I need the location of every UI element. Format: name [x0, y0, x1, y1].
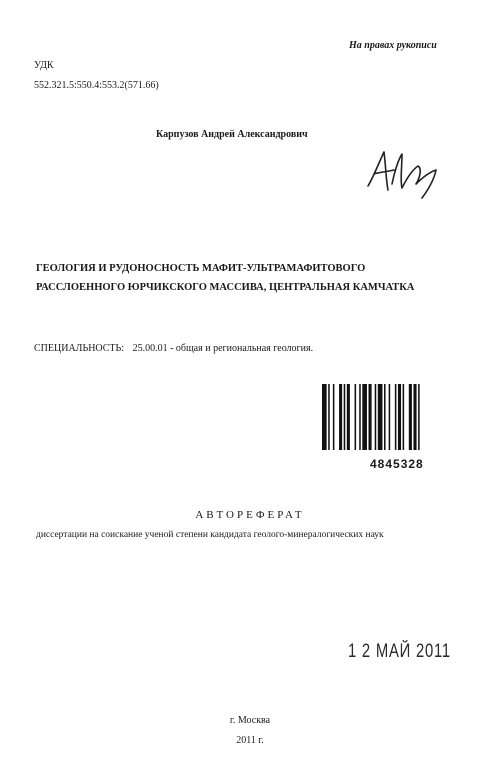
barcode-bar — [403, 384, 405, 450]
barcode-bar — [333, 384, 335, 450]
barcode-bar — [344, 384, 346, 450]
barcode-bar — [339, 384, 342, 450]
rights-note: На правах рукописи — [349, 40, 437, 51]
document-description: диссертации на соискание ученой степени кандидата геолого-минералогических наук — [36, 530, 384, 540]
specialty-line — [34, 343, 313, 354]
barcode-bar — [362, 384, 367, 450]
barcode-bar — [418, 384, 420, 450]
barcode-bar — [355, 384, 357, 450]
barcode-bar — [359, 384, 361, 450]
title-line-2: РАССЛОЕННОГО ЮРЧИКСКОГО МАССИВА, ЦЕНТРАЛЬНАЯ КАМЧАТКА — [36, 282, 415, 293]
city: г. Москва — [229, 715, 271, 726]
barcode-bar — [413, 384, 416, 450]
specialty-label: СПЕЦИАЛЬНОСТЬ: — [34, 343, 125, 354]
title-line-1: ГЕОЛОГИЯ И РУДОНОСНОСТЬ МАФИТ-УЛЬТРАМАФИТОВОГО — [36, 263, 366, 274]
barcode-bar — [395, 384, 397, 450]
specialty-code: 25.00.01 — [132, 343, 168, 354]
signature — [364, 146, 446, 204]
barcode-bar — [378, 384, 383, 450]
udk-code: 552.321.5:550.4:553.2(571.66) — [34, 80, 159, 91]
barcode-bar — [409, 384, 412, 450]
udk-label: УДК — [34, 60, 54, 71]
barcode-bar — [322, 384, 327, 450]
author-name: Карпузов Андрей Александрович — [156, 129, 308, 140]
barcode-bar — [384, 384, 386, 450]
barcode-bar — [347, 384, 350, 450]
barcode-bar — [328, 384, 330, 450]
barcode-bar — [375, 384, 377, 450]
barcode-bar — [398, 384, 401, 450]
barcode-bar — [389, 384, 391, 450]
year: 2011 г. — [236, 735, 264, 746]
document-type: АВТОРЕФЕРАТ — [195, 509, 305, 521]
barcode-number: 4845328 — [370, 457, 424, 471]
barcode — [322, 384, 474, 450]
specialty-description: - общая и региональная геология. — [170, 343, 314, 354]
barcode-bar — [369, 384, 372, 450]
date-stamp: 1 2 МАЙ 2011 — [348, 641, 451, 662]
